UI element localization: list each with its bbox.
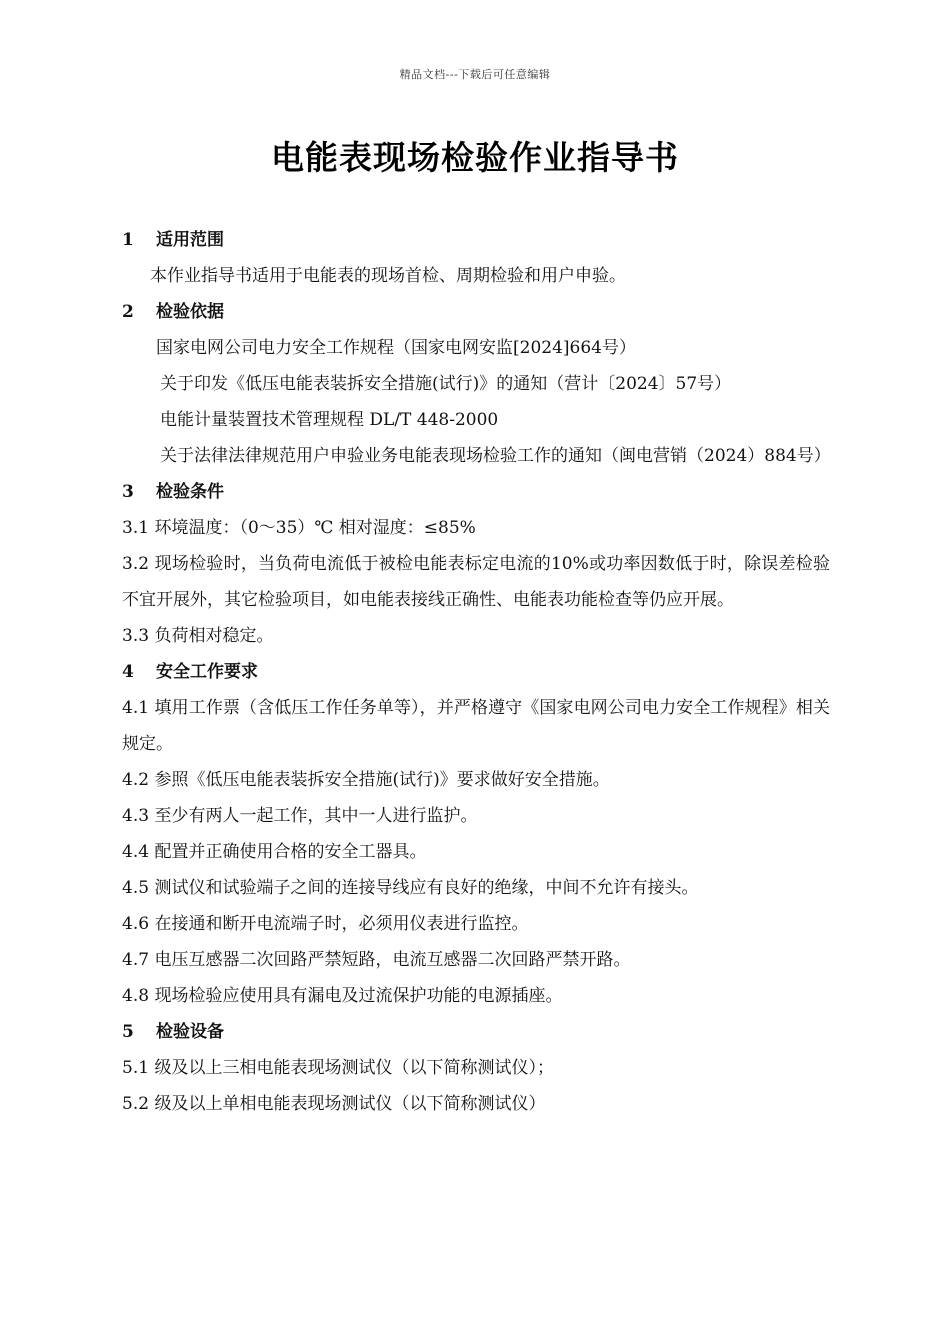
document-title: 电能表现场检验作业指导书 (271, 138, 679, 177)
section-4-item: 4.5 测试仪和试验端子之间的连接导线应有良好的绝缘，中间不允许有接头。 (122, 878, 699, 898)
section-4-item: 4.3 至少有两人一起工作，其中一人进行监护。 (122, 806, 478, 826)
section-4-item: 4.2 参照《低压电能表装拆安全措施(试行)》要求做好安全措施。 (122, 770, 610, 790)
section-title: 检验依据 (156, 302, 224, 322)
section-title: 适用范围 (156, 230, 224, 250)
section-1-paragraph: 本作业指导书适用于电能表的现场首检、周期检验和用户申验。 (150, 266, 626, 286)
section-title: 检验设备 (156, 1022, 224, 1042)
section-2-reference: 国家电网公司电力安全工作规程（国家电网安监[2024]664号） (156, 338, 636, 358)
section-4-item: 4.8 现场检验应使用具有漏电及过流保护功能的电源插座。 (122, 986, 563, 1006)
section-number: 4 (122, 662, 134, 682)
section-4-item: 4.7 电压互感器二次回路严禁短路，电流互感器二次回路严禁开路。 (122, 950, 631, 970)
section-3-item: 3.3 负荷相对稳定。 (122, 626, 274, 646)
section-number: 2 (122, 302, 134, 322)
section-number: 5 (122, 1022, 134, 1042)
section-title: 安全工作要求 (156, 662, 258, 682)
document-body (122, 222, 830, 1122)
section-title: 检验条件 (156, 482, 224, 502)
section-3-item: 3.1 环境温度：（0～35）℃ 相对湿度：≤85% (122, 518, 476, 538)
section-number: 3 (122, 482, 134, 502)
section-3-item: 3.2 现场检验时，当负荷电流低于被检电能表标定电流的10%或功率因数低于时，除误差检验不宜开展外，其它检验项目，如电能表接线正确性、电能表功能检查等仍应开展。 (122, 554, 830, 610)
section-2-heading (122, 294, 830, 330)
section-5-item: 5.2 级及以上单相电能表现场测试仪（以下简称测试仪） (122, 1094, 546, 1114)
section-4-item: 4.6 在接通和断开电流端子时，必须用仪表进行监控。 (122, 914, 529, 934)
section-4-item: 4.1 填用工作票（含低压工作任务单等），并严格遵守《国家电网公司电力安全工作规程》相关规定。 (122, 698, 830, 754)
section-5-item: 5.1 级及以上三相电能表现场测试仪（以下简称测试仪）； (122, 1058, 554, 1078)
section-5-heading (122, 1014, 830, 1050)
section-4-item: 4.4 配置并正确使用合格的安全工器具。 (122, 842, 427, 862)
section-2-reference: 关于法律法律规范用户申验业务电能表现场检验工作的通知（闽电营销（2024）884号） (160, 446, 831, 466)
section-4-heading (122, 654, 830, 690)
section-1-heading (122, 222, 830, 258)
section-2-reference: 电能计量装置技术管理规程 DL/T 448-2000 (160, 410, 499, 430)
section-number: 1 (122, 230, 134, 250)
header-note: 精品文档---下载后可任意编辑 (399, 68, 551, 81)
section-2-reference: 关于印发《低压电能表装拆安全措施(试行)》的通知（营计〔2024〕57号） (160, 374, 732, 394)
section-3-heading (122, 474, 830, 510)
